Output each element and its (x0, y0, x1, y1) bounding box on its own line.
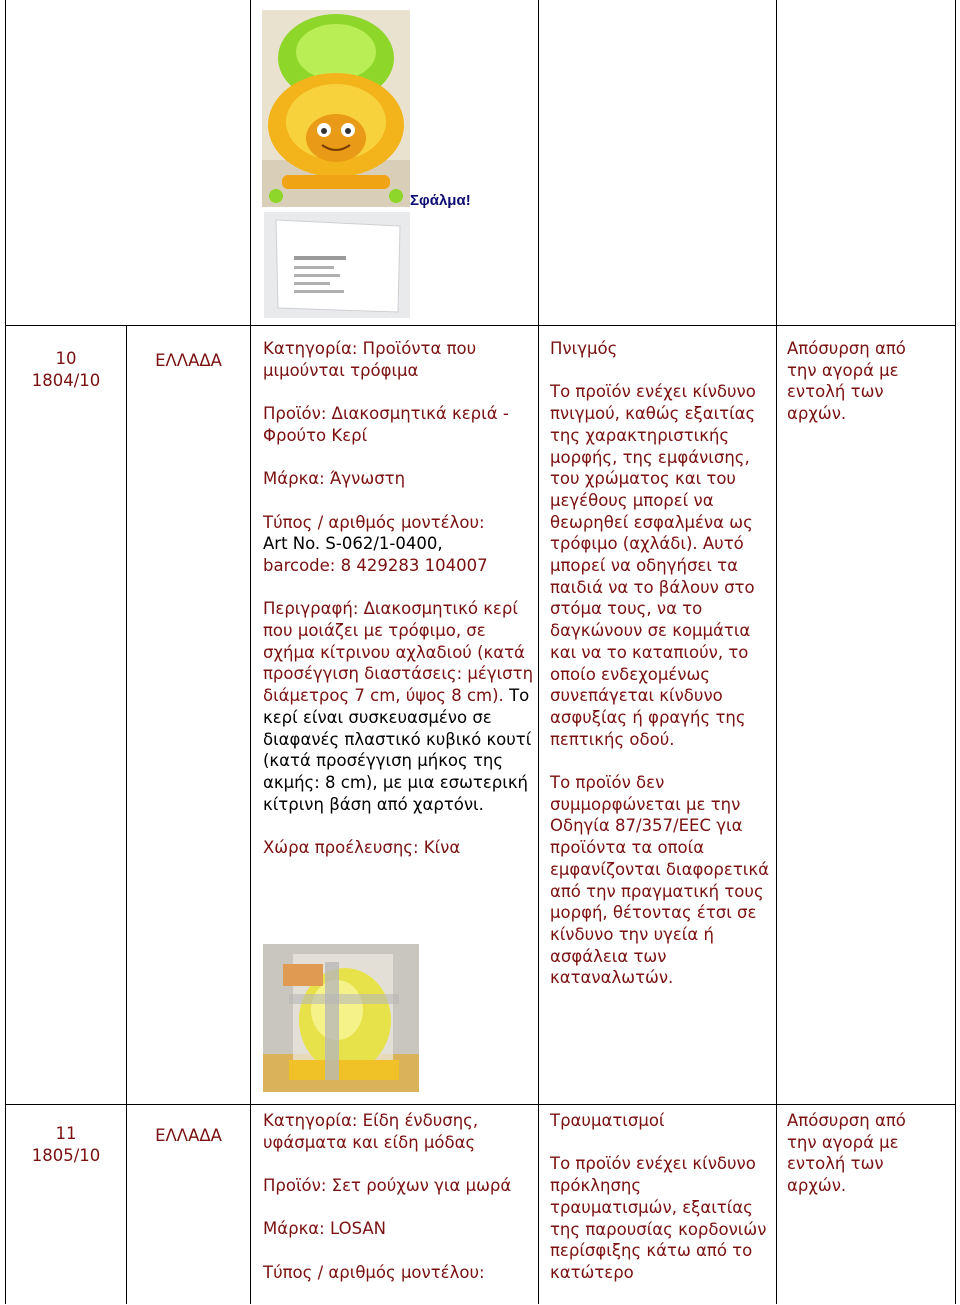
product-text: Προϊόν: Διακοσμητικά κεριά - Φρούτο Κερί (263, 404, 509, 445)
risk-type: Πνιγμός (550, 339, 618, 358)
row-reference: 1804/10 (31, 370, 101, 390)
description-black: Το κερί είναι συσκευασμένο σε διαφανές πλαστικό κυβικό κουτί (κατά προσέγγιση μήκος της ακμής: 8 cm), με μια εσωτερική κίτρινη βάση από χαρτόνι. (263, 686, 532, 814)
brand-text: Μάρκα: Άγνωστη (263, 469, 406, 489)
row-number-cell (6, 1123, 126, 1166)
product-text: Προϊόν: Σετ ρούχων για μωρά (263, 1176, 512, 1196)
row-divider-middle (5, 1104, 956, 1105)
brand-text: Μάρκα: LOSAN (263, 1219, 386, 1239)
column-divider-4 (776, 0, 777, 1304)
product-cell (263, 338, 535, 880)
measure-cell: Απόσυρση από την αγορά με εντολή των αρχών. (787, 1111, 906, 1196)
row-number: 10 (55, 349, 77, 368)
column-divider-3 (538, 0, 539, 1304)
risk-cell (550, 1110, 772, 1305)
model-label: Τύπος / αριθμός μοντέλου: (263, 512, 485, 532)
risk-description: Το προϊόν ενέχει κίνδυνο πνιγμού, καθώς εξαιτίας της χαρακτηριστικής μορφής, της εμφάνισης, του χρώματος και του μεγέθους μπορεί να θεωρηθεί εσφαλμένα ως τρόφιμο (αχλάδι). Αυτό μπορεί να οδηγήσει τα παιδιά να το βάλουν στο στόμα τους, να το δαγκώνουν σε κομμάτια και να το καταπιούν, το οποίο ενδεχομένως συνεπάγεται κίνδυνο ασφυξίας ή φραγής της πεπτικής οδού. (550, 382, 756, 749)
baby-walker-photo (262, 10, 410, 207)
table-border-right (955, 0, 956, 1304)
table-border-left (5, 0, 6, 1304)
row-number: 11 (55, 1124, 77, 1143)
row-number-cell (6, 348, 126, 391)
risk-cell (550, 338, 772, 1011)
column-divider-2 (250, 0, 251, 1304)
column-divider-1 (126, 325, 127, 1304)
category-text: Κατηγορία: Είδη ένδυσης, υφάσματα και είδη μόδας (263, 1111, 479, 1152)
row-reference: 1805/10 (31, 1145, 101, 1165)
measure-cell: Απόσυρση από την αγορά με εντολή των αρχών. (787, 339, 906, 424)
pear-candle-in-box-photo (263, 944, 419, 1092)
model-barcode: barcode: 8 429283 104007 (263, 555, 488, 575)
risk-description: Το προϊόν ενέχει κίνδυνο πρόκλησης τραυματισμών, εξαιτίας της παρουσίας κορδονιών περίσφιξης κάτω από το κατώτερο (550, 1154, 767, 1282)
error-label: Σφάλμα! (410, 192, 471, 209)
country-cell: ΕΛΛΑΔΑ (155, 351, 222, 370)
product-box-photo (264, 212, 410, 318)
description-red: Περιγραφή: Διακοσμητικό κερί που μοιάζει με τρόφιμο, σε σχήμα κίτρινου αχλαδιού (κατά προσέγγιση διαστάσεις: μέγιστη διάμετρος 7 cm, ύψος 8 cm). (263, 599, 534, 706)
origin-text: Χώρα προέλευσης: Κίνα (263, 838, 461, 858)
category-text: Κατηγορία: Προϊόντα που μιμούνται τρόφιμα (263, 339, 477, 380)
row-divider-top (5, 325, 956, 326)
product-cell (263, 1110, 535, 1305)
risk-compliance: Το προϊόν δεν συμμορφώνεται με την Οδηγία 87/357/ΕΕC για προϊόντα τα οποία εμφανίζονται διαφορετικά από την πραγματική τους μορφή, θέτοντας έτσι σε κίνδυνο την υγεία ή ασφάλεια των καταναλωτών. (550, 773, 769, 988)
risk-type: Τραυματισμοί (550, 1111, 665, 1130)
country-cell: ΕΛΛΑΔΑ (155, 1126, 222, 1145)
model-art-number: Art No. S-062/1-0400, (263, 534, 443, 554)
description-text (263, 598, 535, 815)
model-text (263, 512, 535, 577)
model-text: Τύπος / αριθμός μοντέλου: (263, 1262, 485, 1282)
